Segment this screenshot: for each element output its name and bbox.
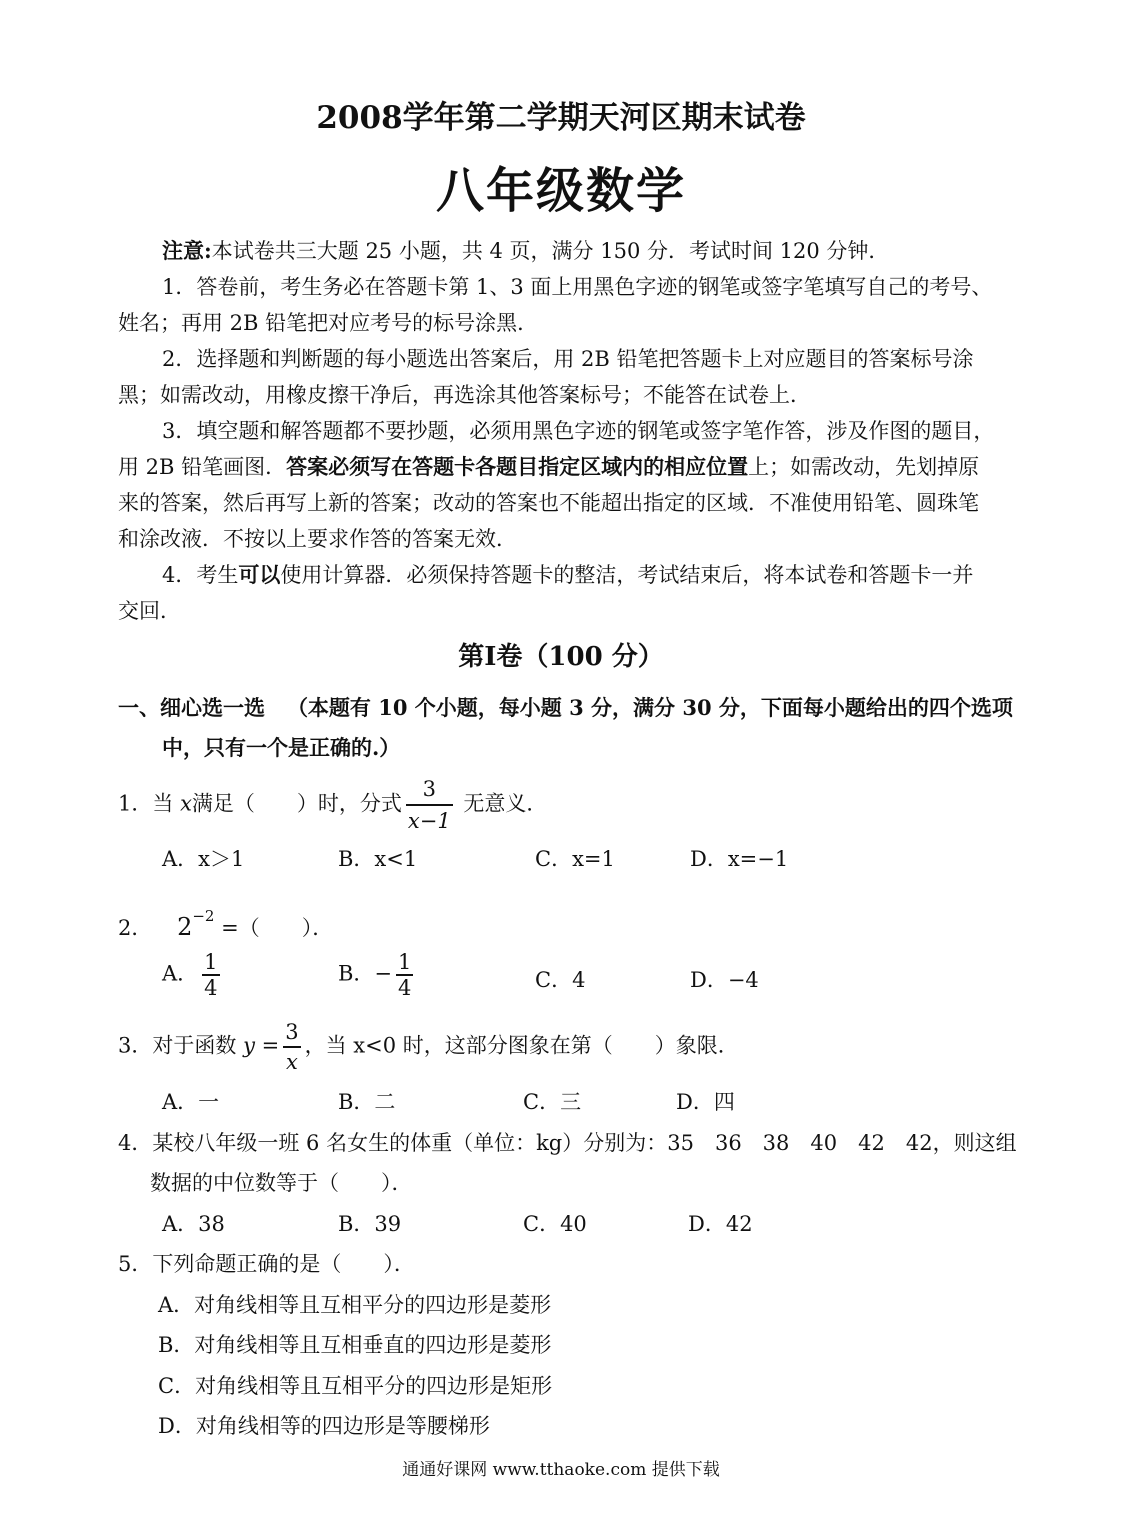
q4-option-d: D．42: [688, 1212, 753, 1236]
q1-post: 无意义．: [463, 791, 548, 816]
q1-fraction-num: 3: [422, 777, 436, 801]
q1-pre: 1．当: [118, 791, 174, 816]
q2-option-a-num: 1: [204, 950, 218, 974]
q2-option-a-label: A．: [162, 961, 199, 986]
q2-post: =（ ）．: [221, 916, 334, 940]
q1-option-a: A．x＞1: [162, 847, 245, 871]
q2-option-a-den: 4: [204, 976, 218, 1000]
q5-option-a: A．对角线相等且互相平分的四边形是菱形: [158, 1293, 552, 1317]
section1-desc-line1: （本题有 10 个小题，每小题 3 分，满分 30 分，下面每小题给出的四个选项: [286, 695, 1013, 720]
q5-option-c: C．对角线相等且互相平分的四边形是矩形: [158, 1374, 553, 1398]
q4-option-a: A．38: [162, 1212, 225, 1236]
part1-title: 第I卷（100 分）: [458, 642, 664, 672]
q2-option-b-label: B．−: [338, 961, 393, 986]
q5-option-b: B．对角线相等且互相垂直的四边形是菱形: [158, 1333, 552, 1357]
q1-fraction-den: x−1: [406, 804, 453, 836]
notice-emphasis: 答案必须写在答题卡各题目指定区域内的相应位置: [286, 454, 749, 479]
page-footer: 通通好课网 www.tthaoke.com 提供下载: [402, 1460, 720, 1480]
notice-item4-a: 4．考生: [162, 563, 239, 587]
notice-item1-line1: 1．答卷前，考生务必在答题卡第 1、3 面上用黑色字迹的钢笔或签字笔填写自己的考号、: [162, 275, 993, 299]
q2-option-b-fraction: [396, 950, 413, 1000]
q3-option-a: A．一: [162, 1090, 220, 1114]
notice-intro: [162, 233, 889, 269]
q3-option-c: C．三: [523, 1090, 582, 1114]
notice-intro-text: 本试卷共三大题 25 小题，共 4 页，满分 150 分．考试时间 120 分钟．: [211, 239, 890, 263]
notice-item2-line1: 2．选择题和判断题的每小题选出答案后，用 2B 铅笔把答题卡上对应题目的答案标号涂: [162, 347, 974, 371]
q3-post: ，当 x<0 时，这部分图象在第（ ）象限．: [304, 1033, 739, 1058]
q1-fraction: [406, 774, 453, 836]
q4-option-c: C．40: [523, 1212, 587, 1236]
q2-option-a: [162, 950, 224, 1000]
q2-exponent: −2: [192, 907, 215, 925]
q2-number: 2．: [118, 916, 153, 940]
exam-title: 2008学年第二学期天河区期末试卷: [316, 100, 806, 136]
notice-item3-line1: 3．填空题和解答题都不要抄题，必须用黑色字迹的钢笔或签字笔作答，涉及作图的题目，: [162, 419, 995, 443]
q3-pre: 3．对于函数: [118, 1033, 237, 1058]
q3-lhs: y =: [243, 1033, 280, 1058]
section1-header: [118, 690, 1013, 726]
question-1: [118, 774, 547, 836]
exam-subject: 八年级数学: [435, 163, 686, 219]
q2-option-d: D．−4: [690, 968, 759, 992]
q5-stem: 5．下列命题正确的是（ ）．: [118, 1252, 415, 1276]
notice-label: 注意:: [162, 238, 212, 263]
notice-item1-line2: 姓名；再用 2B 铅笔把对应考号的标号涂黑．: [118, 311, 539, 335]
question-3: [118, 1018, 739, 1076]
section1-desc-line2: 中，只有一个是正确的.）: [162, 735, 401, 760]
q3-fraction-num: 3: [285, 1020, 299, 1044]
q5-option-d: D．对角线相等的四边形是等腰梯形: [158, 1414, 490, 1438]
notice-item3-line2: [118, 449, 979, 485]
notice-item3-line4: 和涂改液．不按以上要求作答的答案无效．: [118, 527, 517, 551]
q1-option-b: B．x<1: [338, 847, 418, 871]
q2-option-c: C．4: [535, 968, 586, 992]
q2-option-b: [338, 950, 417, 1000]
q1-mid: 满足（ ）时，分式: [191, 791, 402, 816]
q2-option-b-num: 1: [398, 950, 412, 974]
q3-option-d: D．四: [676, 1090, 735, 1114]
notice-item4-line2: 交回．: [118, 599, 181, 623]
notice-item4-c: 使用计算器．必须保持答题卡的整洁，考试结束后，将本试卷和答题卡一并: [280, 563, 974, 587]
q4-line2: 数据的中位数等于（ ）．: [150, 1171, 413, 1195]
q3-option-b: B．二: [338, 1090, 396, 1114]
notice-item3-line2-c: 上；如需改动，先划掉原: [748, 455, 980, 479]
q1-option-c: C．x=1: [535, 847, 615, 871]
q4-option-b: B．39: [338, 1212, 402, 1236]
notice-item3-line2-a: 用 2B 铅笔画图．: [118, 455, 287, 479]
q3-fraction-den: x: [283, 1046, 300, 1076]
notice-item3-line3: 来的答案，然后再写上新的答案；改动的答案也不能超出指定的区域．不准使用铅笔、圆珠笔: [118, 491, 979, 515]
q3-fraction: [283, 1018, 300, 1076]
section1-label: 一、细心选一选: [118, 695, 265, 720]
q2-option-a-fraction: [202, 950, 219, 1000]
q2-base: 2: [177, 913, 193, 941]
notice-item4-emphasis: 可以: [238, 562, 281, 587]
q2-option-b-den: 4: [398, 976, 412, 1000]
q4-line1: 4．某校八年级一班 6 名女生的体重（单位：kg）分别为：35 36 38 40 42 42，则这组: [118, 1131, 1017, 1155]
notice-item2-line2: 黑；如需改动，用橡皮擦干净后，再选涂其他答案标号；不能答在试卷上．: [118, 383, 811, 407]
q1-var: x: [180, 791, 192, 816]
q1-option-d: D．x=−1: [690, 847, 789, 871]
notice-item4-line1: [162, 557, 973, 593]
question-2: [118, 898, 333, 946]
